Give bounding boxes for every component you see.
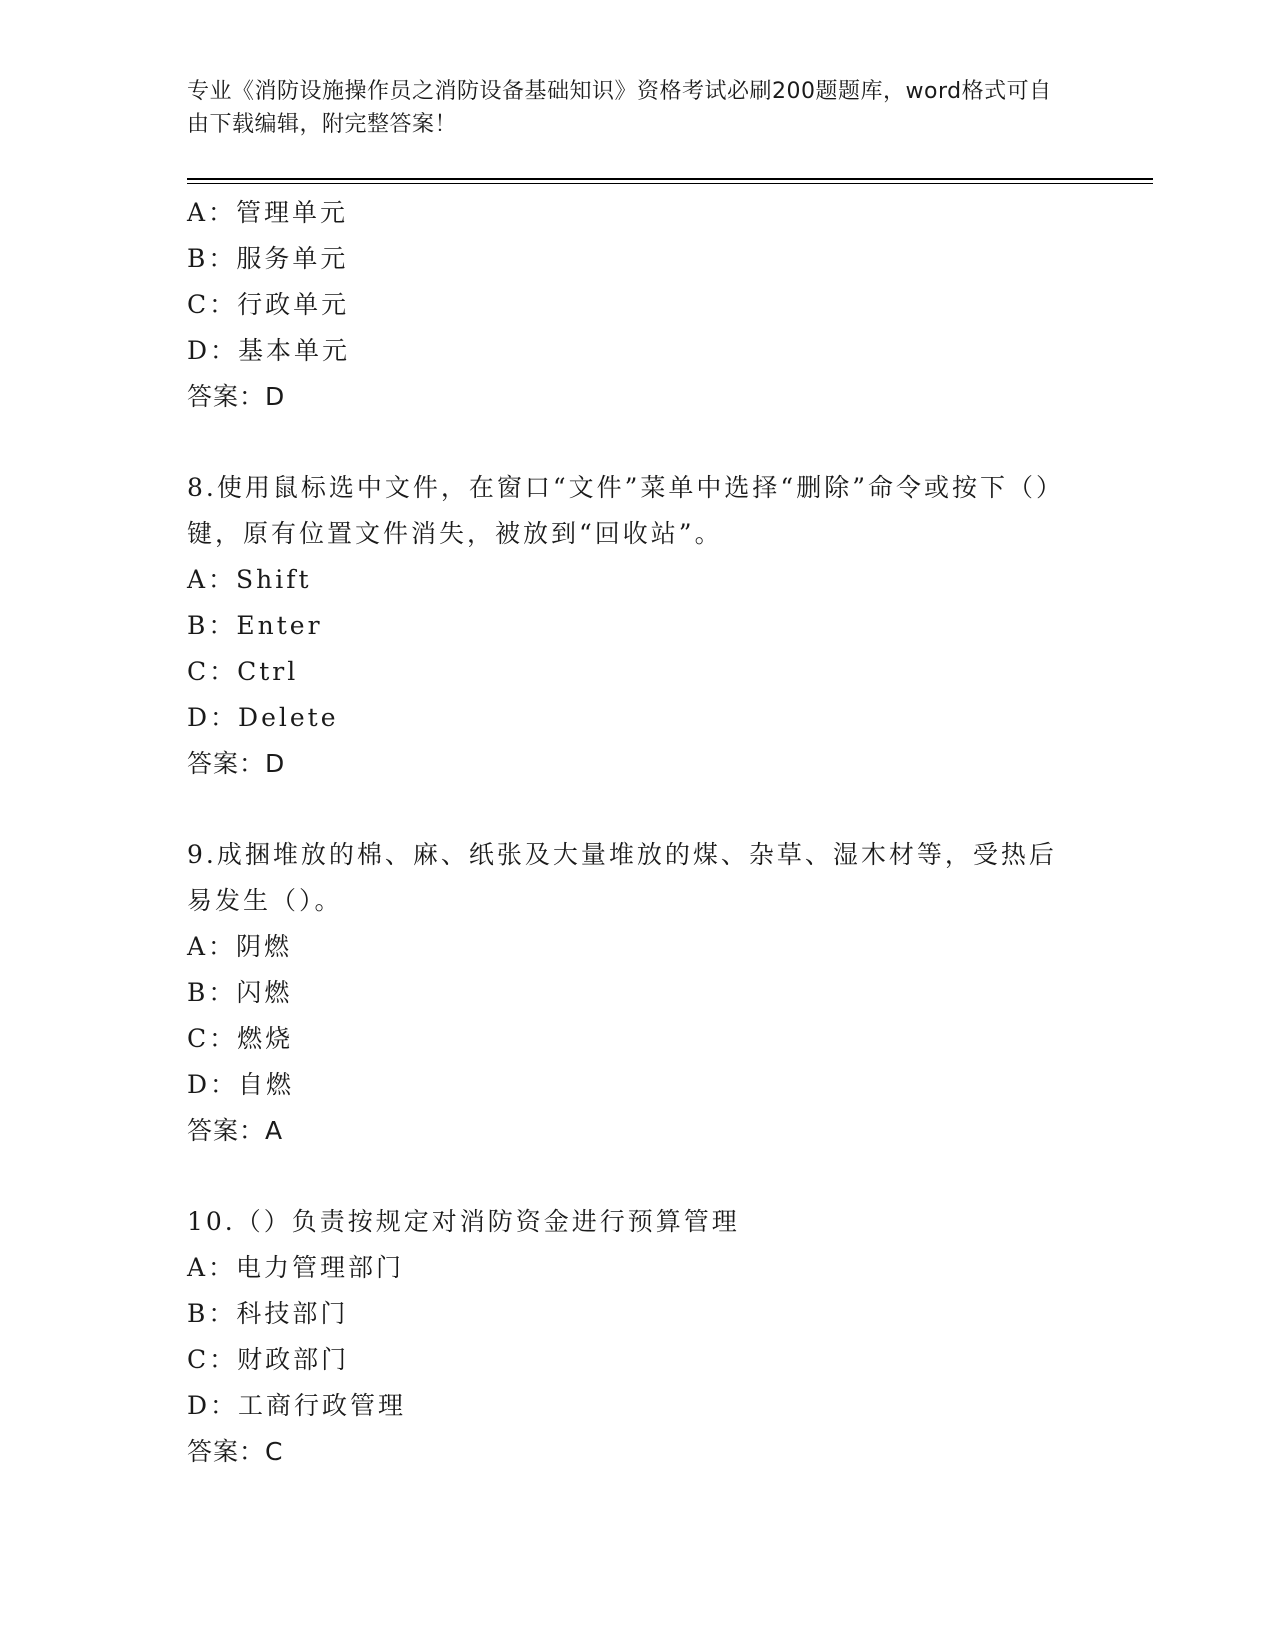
option-a: A：电力管理部门 [187,1253,405,1282]
option-b: B：科技部门 [187,1299,349,1328]
question-text: 8.使用鼠标选中文件，在窗口“文件”菜单中选择“删除”命令或按下（）键，原有位置文件消失，被放到“回收站”。 [187,473,1064,548]
document-header: 专业《消防设施操作员之消防设备基础知识》资格考试必刷200题题库，word格式可自由下载编辑，附完整答案！ [187,79,1052,137]
option-b: B：闪燃 [187,978,293,1007]
option-a: A：Shift [187,565,312,594]
option-c: C：财政部门 [187,1345,350,1374]
question-block-9 [187,832,1067,1154]
answer: 答案：D [187,749,286,778]
question-block-8 [187,465,1067,787]
answer: 答案：C [187,1437,284,1466]
option-b: B：Enter [187,611,323,640]
answer: 答案：D [187,382,286,411]
answer: 答案：A [187,1116,284,1145]
question-block-7 [187,190,1067,420]
option-d: D：自燃 [187,1070,295,1099]
question-text: 10.（）负责按规定对消防资金进行预算管理 [187,1207,740,1236]
option-d: D：基本单元 [187,336,351,365]
option-c: C：Ctrl [187,657,299,686]
option-c: C：行政单元 [187,290,350,319]
option-d: D：工商行政管理 [187,1391,407,1420]
header-rule-thin [187,183,1153,184]
option-d: D：Delete [187,703,339,732]
header-rule-thick [187,178,1153,180]
question-block-10 [187,1199,1067,1475]
question-list [187,190,1067,1475]
option-a: A：管理单元 [187,198,349,227]
option-b: B：服务单元 [187,244,349,273]
option-a: A：阴燃 [187,932,293,961]
option-c: C：燃烧 [187,1024,294,1053]
question-text: 9.成捆堆放的棉、麻、纸张及大量堆放的煤、杂草、湿木材等，受热后易发生（）。 [187,840,1057,915]
